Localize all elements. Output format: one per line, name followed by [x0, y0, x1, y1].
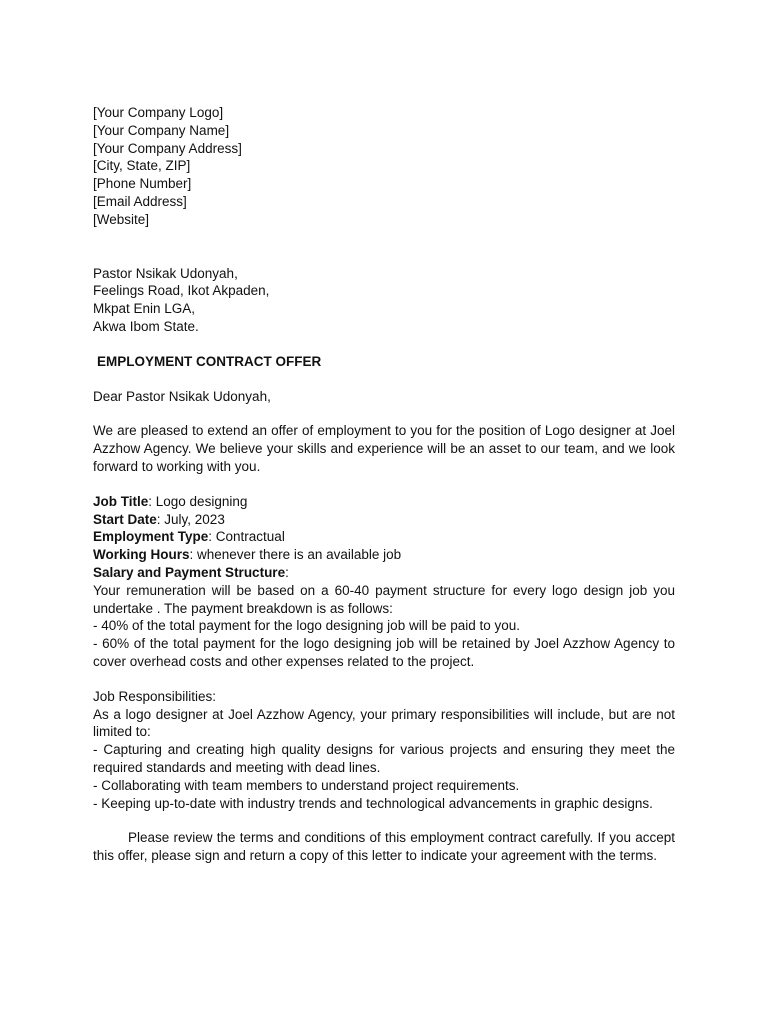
employment-type-value: : Contractual: [208, 529, 285, 545]
intro-paragraph: We are pleased to extend an offer of employment to you for the position of Logo designer at Joel Azzhow Agency. We believe your skills and experience will be an asset to our team, and we look forward to working with you.: [93, 423, 675, 474]
company-email: [Email Address]: [93, 193, 187, 209]
responsibilities-title: Job Responsibilities:: [93, 688, 217, 704]
salary-label: Salary and Payment Structure: [93, 564, 286, 580]
working-hours-row: [93, 546, 675, 564]
recipient-address-line-3: Akwa Ibom State.: [93, 318, 199, 334]
recipient-name: Pastor Nsikak Udonyah,: [93, 265, 238, 281]
employment-type-row: [93, 528, 675, 546]
company-website: [Website]: [93, 211, 150, 227]
responsibility-item-1: - Capturing and creating high quality designs for various projects and ensuring they meet the required standards and meeting with dead lines.: [93, 742, 675, 775]
employment-type-label: Employment Type: [93, 529, 209, 545]
responsibilities-section: [93, 688, 675, 813]
salary-section: [93, 582, 675, 671]
job-title-row: [93, 493, 675, 511]
sender-block: [93, 104, 675, 229]
working-hours-value: : whenever there is an available job: [189, 547, 402, 563]
start-date-value: : July, 2023: [156, 511, 225, 527]
job-title-value: : Logo designing: [148, 493, 248, 509]
salary-row: [93, 564, 675, 582]
salary-item-1: - 40% of the total payment for the logo designing job will be paid to you.: [93, 618, 521, 634]
document-heading: EMPLOYMENT CONTRACT OFFER: [97, 353, 322, 369]
recipient-address-line-2: Mkpat Enin LGA,: [93, 301, 196, 317]
working-hours-label: Working Hours: [93, 547, 190, 563]
responsibilities-intro: As a logo designer at Joel Azzhow Agency, your primary responsibilities will include, but are not limited to:: [93, 706, 675, 740]
recipient-address-line-1: Feelings Road, Ikot Akpaden,: [93, 283, 270, 299]
responsibility-item-2: - Collaborating with team members to understand project requirements.: [93, 777, 520, 793]
start-date-row: [93, 511, 675, 529]
closing-paragraph: Please review the terms and conditions of this employment contract carefully. If you accept this offer, please sign and return a copy of this letter to indicate your agreement with the terms.: [93, 830, 675, 864]
company-phone: [Phone Number]: [93, 176, 192, 192]
employment-details: [93, 493, 675, 582]
salary-item-2: - 60% of the total payment for the logo designing job will be retained by Joel Azzhow Agency to cover overhead costs and other expenses related to the project.: [93, 636, 675, 669]
recipient-block: [93, 265, 675, 336]
responsibility-item-3: - Keeping up-to-date with industry trends and technological advancements in graphic designs.: [93, 795, 653, 811]
company-logo-placeholder: [Your Company Logo]: [93, 105, 224, 120]
salutation: Dear Pastor Nsikak Udonyah,: [93, 388, 271, 404]
company-city: [City, State, ZIP]: [93, 158, 191, 174]
company-address: [Your Company Address]: [93, 140, 242, 156]
job-title-label: Job Title: [93, 493, 149, 509]
company-name: [Your Company Name]: [93, 122, 230, 138]
start-date-label: Start Date: [93, 511, 157, 527]
letter-page: [93, 104, 675, 865]
salary-text: Your remuneration will be based on a 60-40 payment structure for every logo design job you undertake . The payment breakdown is as follows:: [93, 582, 675, 616]
salary-suffix: :: [285, 564, 289, 580]
